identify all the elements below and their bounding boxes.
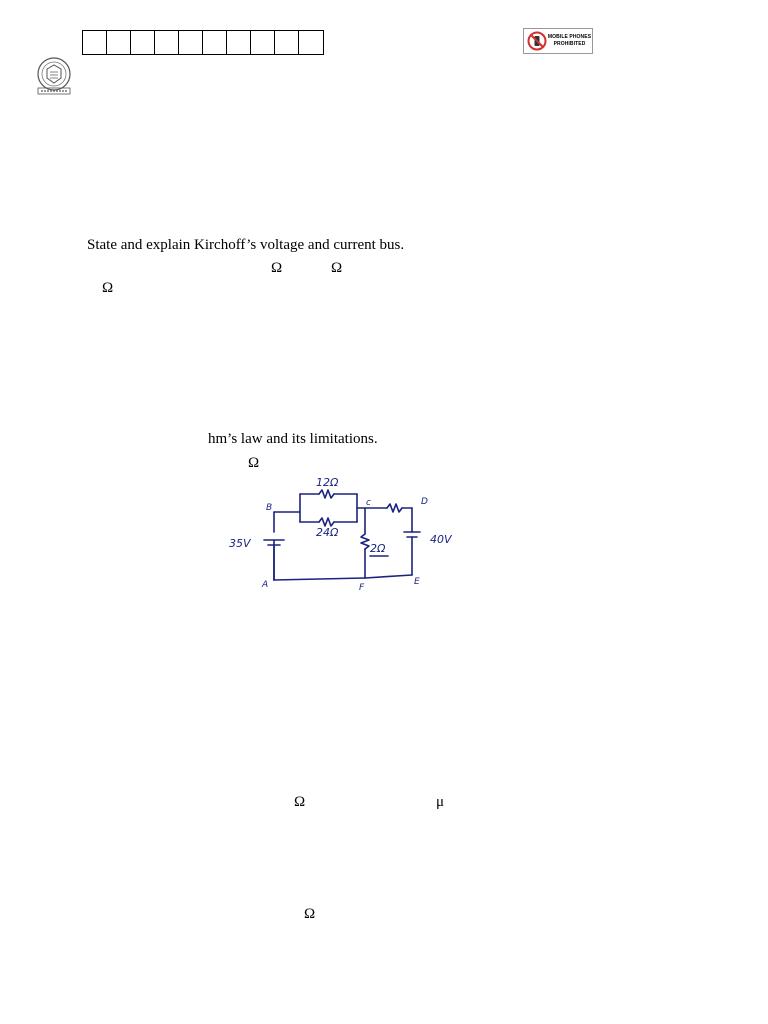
resistor-label-2: 2Ω — [370, 542, 386, 555]
node-label-b: B — [266, 503, 273, 513]
node-label-d: D — [421, 497, 428, 507]
circuit-diagram — [222, 474, 472, 594]
usn-cell — [179, 31, 203, 54]
resistor-2 — [361, 534, 369, 549]
resistor-label-12: 12Ω — [316, 476, 339, 489]
wire — [365, 575, 412, 578]
omega-symbol: Ω — [248, 455, 260, 471]
mobile-notice-line2: PROHIBITED — [553, 41, 586, 47]
question-kirchoff: State and explain Kirchoff’s voltage and current bus. — [87, 237, 405, 253]
mobile-notice-line1: MOBILE PHONES — [547, 34, 592, 40]
resistor-cd — [387, 504, 402, 512]
omega-symbol: Ω — [331, 260, 343, 276]
node-label-a: A — [262, 580, 269, 590]
node-label-c: c — [366, 498, 371, 508]
omega-symbol: Ω — [271, 260, 283, 276]
no-phone-icon — [527, 31, 547, 51]
resistor-12 — [319, 490, 334, 498]
node-label-e: E — [414, 577, 420, 587]
source-label-40v: 40V — [430, 533, 452, 546]
usn-cell — [155, 31, 179, 54]
usn-cell — [275, 31, 299, 54]
omega-symbol: Ω — [294, 794, 306, 810]
mobile-notice-text — [547, 34, 592, 48]
node-label-f: F — [359, 583, 365, 593]
source-label-35v: 35V — [229, 537, 251, 550]
wire — [274, 578, 365, 580]
question-ohms-law: hm’s law and its limitations. — [208, 431, 378, 447]
omega-symbol: Ω — [304, 906, 316, 922]
usn-cell — [251, 31, 275, 54]
mu-symbol: μ — [436, 794, 445, 810]
usn-cell — [227, 31, 251, 54]
usn-cell — [83, 31, 107, 54]
usn-cell — [107, 31, 131, 54]
omega-symbol: Ω — [102, 280, 114, 296]
usn-grid — [82, 30, 324, 55]
institution-seal-icon — [33, 55, 75, 97]
mobile-phones-prohibited-badge — [523, 28, 593, 54]
resistor-24 — [319, 518, 334, 526]
resistor-label-24: 24Ω — [316, 526, 339, 539]
usn-cell — [131, 31, 155, 54]
usn-cell — [203, 31, 227, 54]
usn-cell — [299, 31, 323, 54]
